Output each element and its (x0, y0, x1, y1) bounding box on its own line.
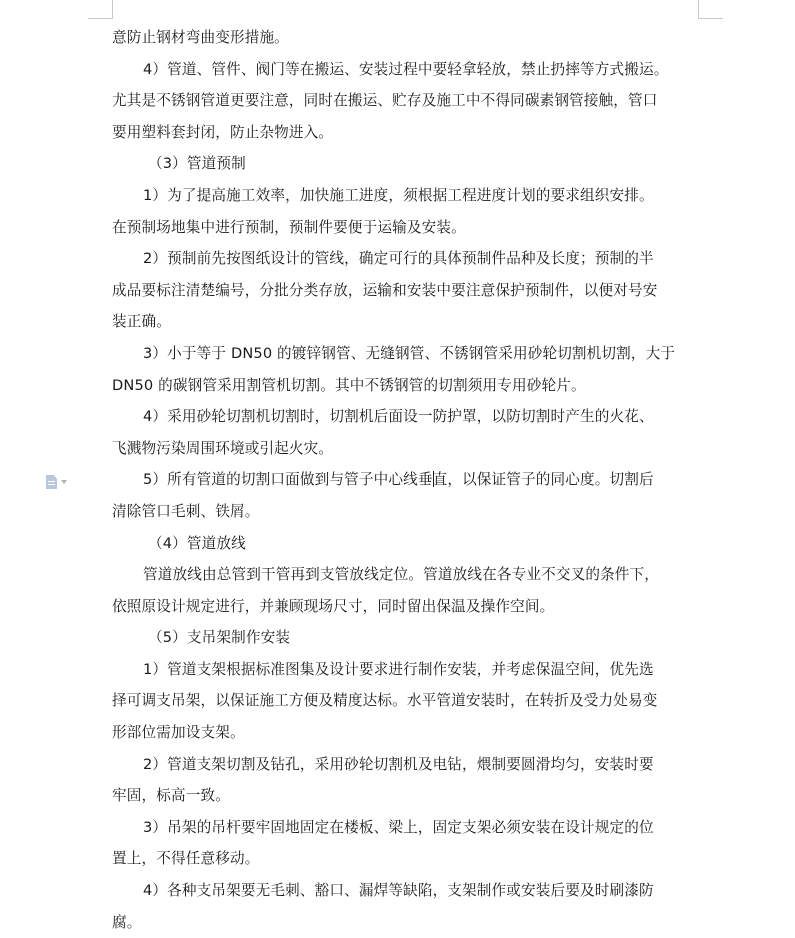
text-line: 牢固，标高一致。 (112, 787, 230, 805)
text-line: 2）预制前先按图纸设计的管线，确定可行的具体预制件品种及长度；预制的半 (143, 250, 654, 268)
text-line: DN50 的碳钢管采用割管机切割。其中不锈钢管的切割须用专用砂轮片。 (112, 376, 586, 394)
text-line: 依照原设计规定进行，并兼顾现场尺寸，同时留出保温及操作空间。 (112, 597, 555, 615)
text-line: 4）各种支吊架要无毛刺、豁口、漏焊等缺陷，支架制作或安装后要及时刷漆防 (143, 882, 654, 900)
text-line: 要用塑料套封闭，防止杂物进入。 (112, 123, 334, 141)
text-line: 1）管道支架根据标准图集及设计要求进行制作安装，并考虑保温空间，优先选 (143, 660, 654, 678)
text-line: 尤其是不锈钢管道更要注意，同时在搬运、贮存及施工中不得同碳素钢管接触，管口 (112, 92, 658, 110)
section-heading: （5）支吊架制作安装 (148, 629, 291, 647)
text-line: 2）管道支架切割及钻孔，采用砂轮切割机及电钻，煨制要圆滑均匀，安装时要 (143, 755, 654, 773)
text-line: 1）为了提高施工效率，加快施工进度，须根据工程进度计划的要求组织安排。 (143, 186, 654, 204)
text-segment: 5）所有管道的切割口面做到与管子中心线垂 (143, 471, 433, 489)
text-line: 管道放线由总管到干管再到支管放线定位。管道放线在各专业不交叉的条件下， (143, 566, 660, 584)
text-line: 择可调支吊架，以保证施工方便及精度达标。水平管道安装时，在转折及受力处易变 (112, 692, 658, 710)
text-line: 形部位需加设支架。 (112, 724, 245, 742)
text-line: 清除管口毛刺、铁屑。 (112, 502, 260, 520)
text-line: 飞溅物污染周围环境或引起火灾。 (112, 439, 334, 457)
document-body[interactable] (112, 22, 698, 938)
chevron-down-icon (61, 480, 67, 484)
crop-mark-top-right (698, 0, 723, 19)
text-line: 腐。 (112, 913, 142, 931)
text-line: 3）小于等于 DN50 的镀锌钢管、无缝钢管、不锈钢管采用砂轮切割机切割，大于 (143, 344, 676, 362)
text-line: 意防止钢材弯曲变形措施。 (112, 29, 289, 46)
section-heading: （3）管道预制 (148, 155, 246, 173)
text-line (112, 464, 698, 496)
text-line: 置上，不得任意移动。 (112, 850, 260, 868)
text-segment: 直，以保证管子的同心度。切割后 (432, 471, 654, 489)
document-icon (46, 475, 57, 489)
text-line: 4）采用砂轮切割机切割时，切割机后面设一防护罩，以防切割时产生的火花、 (143, 408, 654, 426)
text-line: 在预制场地集中进行预制，预制件要便于运输及安装。 (112, 218, 466, 236)
text-line: 成品要标注清楚编号，分批分类存放，运输和安装中要注意保护预制件，以便对号安 (112, 281, 658, 299)
text-line: 装正确。 (112, 313, 171, 331)
paragraph-menu-button[interactable] (46, 474, 76, 490)
section-heading: （4）管道放线 (148, 534, 246, 552)
text-line: 4）管道、管件、阀门等在搬运、安装过程中要轻拿轻放，禁止扔摔等方式搬运。 (143, 60, 669, 78)
crop-mark-top-left (88, 0, 113, 19)
text-line: 3）吊架的吊杆要牢固地固定在楼板、梁上，固定支架必须安装在设计规定的位 (143, 818, 654, 836)
